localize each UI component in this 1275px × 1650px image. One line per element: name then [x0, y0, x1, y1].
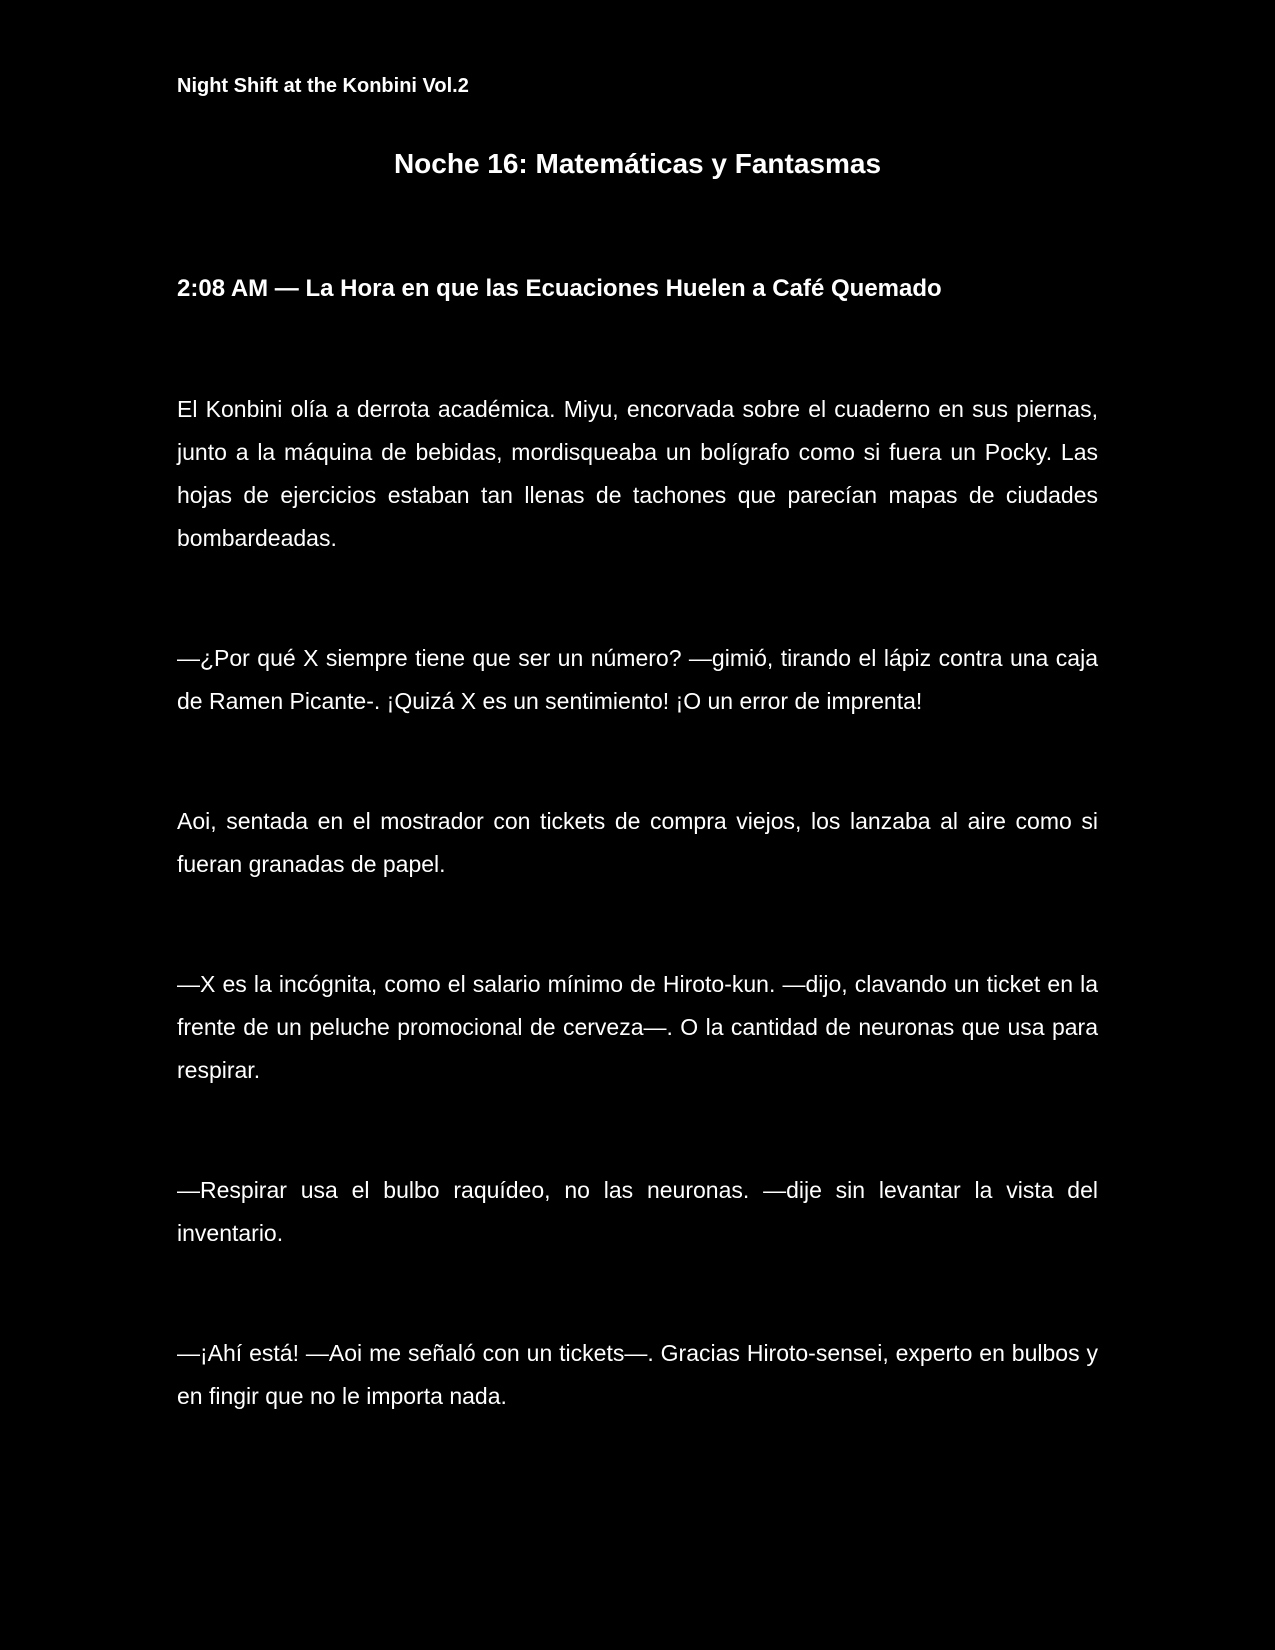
- chapter-title: Noche 16: Matemáticas y Fantasmas: [393, 148, 882, 179]
- paragraph: —¡Ahí está! —Aoi me señaló con un tickets—. Gracias Hiroto-sensei, experto en bulbos y en fingir que no le importa nada.: [177, 1340, 1098, 1409]
- document-page: [177, 0, 1098, 1650]
- paragraph: Aoi, sentada en el mostrador con tickets de compra viejos, los lanzaba al aire como si fueran granadas de papel.: [177, 808, 1098, 877]
- paragraph: —¿Por qué X siempre tiene que ser un número? —gimió, tirando el lápiz contra una caja de Ramen Picante-. ¡Quizá X es un sentimiento! ¡O un error de imprenta!: [177, 645, 1098, 714]
- paragraph: El Konbini olía a derrota académica. Miyu, encorvada sobre el cuaderno en sus piernas, junto a la máquina de bebidas, mordisqueaba un bolígrafo como si fuera un Pocky. Las hojas de ejercicios estaban tan llenas de tachones que parecían mapas de ciudades bombardeadas.: [177, 396, 1098, 551]
- running-header: Night Shift at the Konbini Vol.2: [177, 75, 469, 97]
- paragraph: —X es la incógnita, como el salario mínimo de Hiroto-kun. —dijo, clavando un ticket en la frente de un peluche promocional de cerveza—. O la cantidad de neuronas que usa para respirar.: [177, 971, 1098, 1083]
- paragraph: —Respirar usa el bulbo raquídeo, no las neuronas. —dije sin levantar la vista del inventario.: [177, 1177, 1098, 1246]
- section-heading: 2:08 AM — La Hora en que las Ecuaciones Huelen a Café Quemado: [177, 275, 942, 302]
